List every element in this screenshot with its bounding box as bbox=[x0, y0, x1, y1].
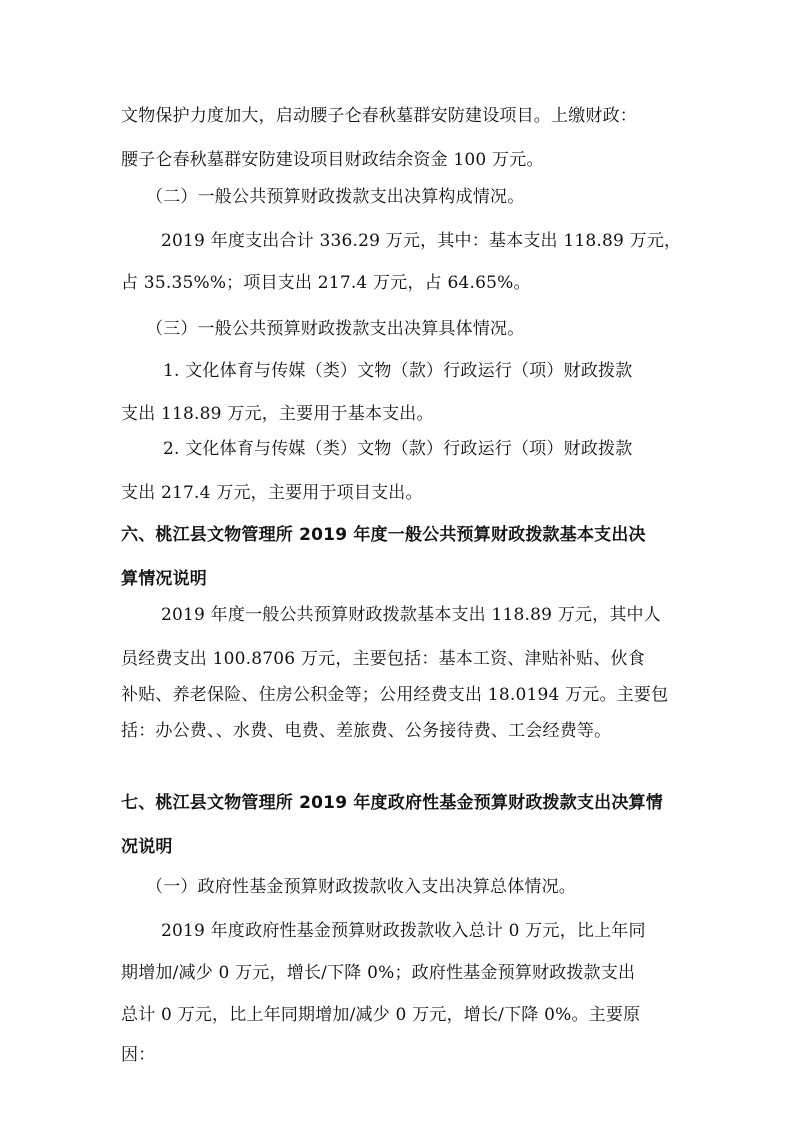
section-heading-seven: 七、桃江县文物管理所 2019 年度政府性基金预算财政拨款支出决算情 bbox=[121, 793, 663, 813]
paragraph-line: 2019 年度支出合计 336.29 万元，其中：基本支出 118.89 万元， bbox=[161, 231, 682, 251]
paragraph-line: 因： bbox=[121, 1045, 156, 1065]
paragraph-line: 括：办公费、、水费、电费、差旅费、公务接待费、工会经费等。 bbox=[121, 721, 612, 741]
section-heading-six: 六、桃江县文物管理所 2019 年度一般公共预算财政拨款基本支出决 bbox=[121, 525, 646, 545]
subsection-heading: （一）政府性基金预算财政拨款收入支出决算总体情况。 bbox=[146, 877, 576, 897]
section-heading-six-cont: 算情况说明 bbox=[121, 569, 207, 589]
paragraph-line: 2019 年度政府性基金预算财政拨款收入总计 0 万元，比上年同 bbox=[161, 921, 646, 941]
paragraph-line: 腰子仑春秋墓群安防建设项目财政结余资金 100 万元。 bbox=[121, 150, 544, 170]
subsection-heading: （三）一般公共预算财政拨款支出决算具体情况。 bbox=[146, 319, 525, 339]
list-item-line: 支出 118.89 万元，主要用于基本支出。 bbox=[121, 404, 434, 424]
paragraph-line: 期增加/减少 0 万元，增长/下降 0%；政府性基金预算财政拨款支出 bbox=[121, 963, 636, 983]
paragraph-line: 文物保护力度加大，启动腰子仑春秋墓群安防建设项目。上缴财政： bbox=[121, 106, 637, 126]
list-item-line: 2. 文化体育与传媒（类）文物（款）行政运行（项）财政拨款 bbox=[163, 439, 633, 459]
paragraph-line: 总计 0 万元，比上年同期增加/减少 0 万元，增长/下降 0%。主要原 bbox=[121, 1005, 641, 1025]
paragraph-line: 2019 年度一般公共预算财政拨款基本支出 118.89 万元，其中人 bbox=[161, 605, 661, 625]
paragraph-line: 员经费支出 100.8706 万元，主要包括：基本工资、津贴补贴、伙食 bbox=[121, 649, 645, 669]
list-item-line: 1. 文化体育与传媒（类）文物（款）行政运行（项）财政拨款 bbox=[163, 361, 633, 381]
paragraph-line: 补贴、养老保险、住房公积金等；公用经费支出 18.0194 万元。主要包 bbox=[121, 685, 669, 705]
list-item-line: 支出 217.4 万元，主要用于项目支出。 bbox=[121, 483, 423, 503]
paragraph-line: 占 35.35%%；项目支出 217.4 万元，占 64.65%。 bbox=[121, 273, 531, 293]
subsection-heading: （二）一般公共预算财政拨款支出决算构成情况。 bbox=[146, 187, 525, 207]
section-heading-seven-cont: 况说明 bbox=[121, 837, 173, 857]
